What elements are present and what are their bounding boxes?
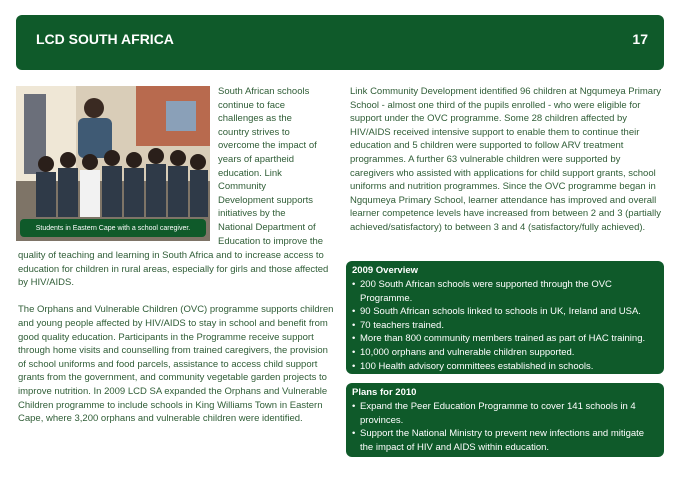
ngqumeya-paragraph: Link Community Development identified 96 children at Ngqumeya Primary School - almost one third of the pupils enrolled - who were eligible for support under the OVC programme. Some 28 children affected by HIV/AIDS received intensive support to enable them to continue their education and 5 children were supported to follow ARV treatment programmes. A further 63 vulnerable children were supported by caregivers who assisted with applications for child support grants, school uniforms and nutrition programmes. Since the OVC programme began in Ngqumeya Primary School, learner attendance has improved and overall learner competence levels have increased from between 2 and 3 (partially achieved/satisfactory) to between 3 and 4 (satisfactory/fully achieved). [350, 86, 662, 233]
list-item: • 100 Health advisory committees established in schools. [352, 360, 658, 374]
plans-title: Plans for 2010 [352, 387, 417, 398]
intro-line: continue to face [218, 99, 286, 111]
plans-box [346, 383, 664, 457]
overview-list [352, 278, 658, 373]
photo-illustration [16, 86, 210, 241]
page-number: 17 [632, 31, 648, 47]
list-item: • 70 teachers trained. [352, 319, 658, 333]
list-item: • 200 South African schools were supported through the OVC Programme. [352, 278, 658, 305]
intro-line: South African schools [218, 86, 310, 97]
ovc-paragraph: The Orphans and Vulnerable Children (OVC) programme supports children and young people affected by HIV/AIDS to stay in school and benefit from good quality education. Participants in the Programme receive support through home visits and counselling from trained caregivers, the provision of school uniforms and food parcels, assistance to access child support grants from the government, and community vegetable garden projects to improve nutrition. In 2009 LCD SA expanded the Orphans and Vulnerable Children programme to include schools in King Williams Town in Eastern Cape, where 3,200 orphans and vulnerable children were identified. [18, 304, 334, 425]
list-item: • Support the National Ministry to prevent new infections and mitigate the impact of HIV and AIDS within education. [352, 427, 658, 454]
intro-line: years of apartheid [218, 153, 295, 165]
list-item: • 90 South African schools linked to schools in UK, Ireland and USA. [352, 305, 658, 319]
section-title: LCD SOUTH AFRICA [36, 31, 174, 47]
overview-title: 2009 Overview [352, 265, 419, 276]
photo-caption: Students in Eastern Cape with a school caregiver. [20, 219, 206, 237]
list-item: • Expand the Peer Education Programme to cover 141 schools in 4 provinces. [352, 400, 658, 427]
page-header [16, 15, 664, 70]
intro-line: initiatives by the [218, 208, 286, 220]
intro-wrap-text [218, 85, 336, 248]
intro-line: Education to improve the [218, 235, 324, 247]
list-item: • More than 800 community members trained as part of HAC training. [352, 332, 658, 346]
intro-line: Development supports [218, 194, 314, 206]
intro-line: education. Link [218, 167, 282, 179]
intro-line: country strives to [218, 126, 290, 138]
intro-continuation: quality of teaching and learning in South Africa and to increase access to education for children in rural areas, especially for girls and those affected by HIV/AIDS. [18, 250, 329, 289]
intro-line: Community [218, 181, 267, 193]
left-column-body [18, 249, 336, 439]
intro-line: overcome the impact of [218, 140, 317, 152]
overview-box [346, 261, 664, 374]
intro-line: challenges as the [218, 113, 292, 125]
plans-list [352, 400, 658, 454]
intro-line: National Department of [218, 221, 316, 233]
students-photo [16, 86, 210, 241]
list-item: • 10,000 orphans and vulnerable children supported. [352, 346, 658, 360]
